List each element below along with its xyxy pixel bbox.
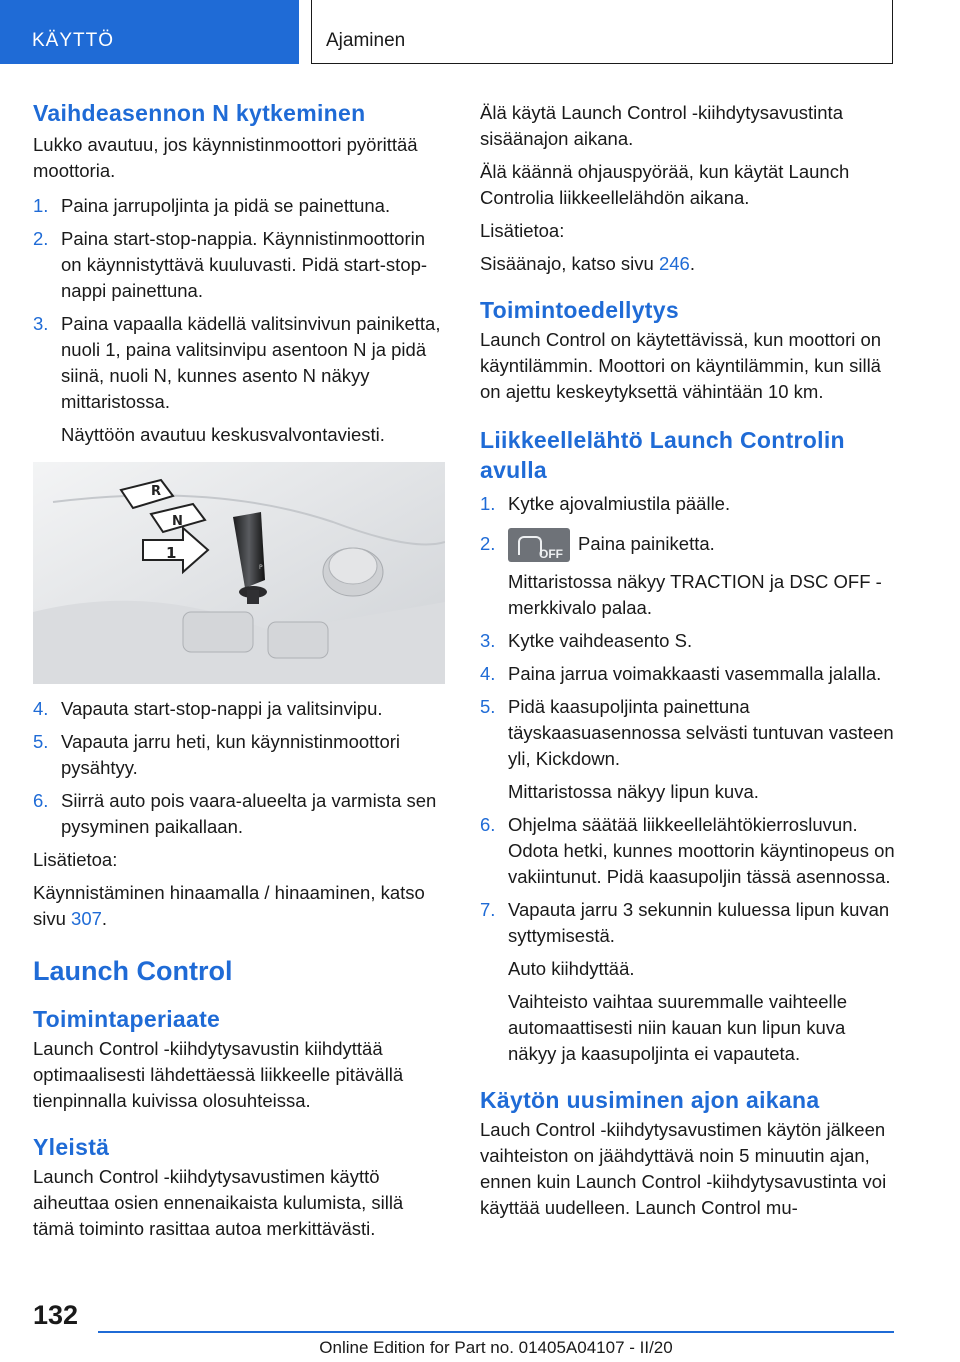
list-item — [33, 729, 445, 781]
heading-reuse: Käytön uusiminen ajon aikana — [480, 1087, 820, 1114]
step-note: Vaihteisto vaihtaa suuremmalle vaihteelle automaattisesti niin kauan kun lipun kuva näkyy ja kaasupoljinta ei vapauteta. — [508, 991, 848, 1065]
reference-end: . — [689, 253, 695, 274]
list-number: 7. — [480, 899, 496, 921]
list-item — [480, 628, 896, 654]
list-text: Paina jarrua voimakkaasti vasemmalla jalalla. — [508, 663, 882, 685]
reference-paragraph — [480, 251, 896, 277]
list-text: Ohjelma säätää liikkeellelähtökierrosluvun. Odota hetki, kunnes moottorin käyntinopeus on vakiintunut. Pidä kaasupoljin tässä asennossa. — [508, 814, 895, 888]
list-number: 4. — [480, 663, 496, 685]
traction-off-icon-text: OFF — [539, 547, 563, 562]
list-item — [33, 226, 445, 304]
heading-principle: Toimintaperiaate — [33, 1006, 221, 1032]
list-item — [33, 311, 445, 415]
list-item — [480, 491, 896, 517]
list-text: Kytke vaihdeasento S. — [508, 630, 693, 652]
list-number: 2. — [33, 228, 49, 249]
list-number: 5. — [33, 731, 49, 752]
reference-text: Käynnistäminen hinaamalla / hinaaminen, katso sivu — [33, 882, 425, 929]
launch-steps-list — [480, 491, 896, 1067]
header-section-label: KÄYTTÖ — [32, 30, 115, 51]
steps-list-a — [33, 193, 445, 448]
arrow-label-r: R — [151, 484, 162, 499]
step-note: Mittaristossa näkyy lipun kuva. — [508, 781, 759, 803]
list-text: Vapauta start-stop-nappi ja valitsinvipu. — [61, 698, 383, 719]
heading-launch-control: Launch Control — [33, 956, 233, 986]
list-text: Pidä kaasupoljinta painettuna täyskaasuasennossa selvästi tuntuvan vasteen yli, Kickdown. — [508, 696, 894, 770]
list-number: 6. — [33, 790, 49, 811]
reference-paragraph — [33, 880, 445, 932]
list-item — [480, 812, 896, 890]
left-column — [33, 98, 445, 1242]
list-number: 2. — [480, 533, 496, 554]
list-item — [33, 788, 445, 840]
knob-label-p: P — [259, 564, 263, 571]
list-item — [480, 527, 896, 562]
right-column — [480, 100, 896, 1221]
list-text: Vapauta jarru heti, kun käynnistinmoottori pysähtyy. — [61, 731, 401, 778]
arrow-label-1: 1 — [166, 544, 177, 562]
page-link-307[interactable]: 307 — [71, 908, 102, 929]
paragraph: Lukko avautuu, jos käynnistinmoottori pyörittää moottoria. — [33, 134, 418, 181]
steps-list-b — [33, 696, 445, 840]
page-number: 132 — [33, 1300, 79, 1330]
heading-gear-n: Vaihdeasennon N kytkeminen — [33, 100, 366, 126]
gear-selector-illustration — [33, 462, 445, 684]
list-text: Paina start-stop-nappia. Käynnistinmoottorin on käynnistyttävä kuuluvasti. Pidä start-stop-nappi painettuna. — [61, 228, 428, 301]
header-section-tab — [0, 0, 299, 64]
list-number: 5. — [480, 696, 496, 718]
reference-end: . — [101, 908, 108, 929]
list-number: 6. — [480, 814, 496, 836]
list-text: Siirrä auto pois vaara-alueelta ja varmista sen pysyminen paikallaan. — [61, 790, 437, 837]
reference-text: Sisäänajo, katso sivu — [480, 253, 659, 274]
list-item — [480, 661, 896, 687]
paragraph: Launch Control -kiihdytysavustin kiihdyttää optimaalisesti lähdettäessä liikkeelle pitävällä tienpinnalla kuivissa olosuhteissa. — [33, 1038, 404, 1111]
list-text: Kytke ajovalmiustila päälle. — [508, 493, 731, 514]
step-note: Mittaristossa näkyy TRACTION ja DSC OFF -merkkivalo palaa. — [508, 571, 882, 619]
list-number: 4. — [33, 698, 49, 719]
paragraph: Lauch Control -kiihdytysavustimen käytön jälkeen vaihteiston on jäähdyttävä noin 5 minuutin ajan, ennen kuin Launch Control -kiihdytysavustinta voi käyttää uudelleen. Launch Control mu- — [480, 1119, 887, 1219]
header-chapter-label: Ajaminen — [326, 30, 406, 51]
list-text: Vapauta jarru 3 sekunnin kuluessa lipun kuvan syttymisestä. — [508, 899, 890, 947]
list-item — [480, 694, 896, 772]
list-item — [33, 696, 445, 722]
header-chapter-box — [311, 0, 893, 64]
list-number: 1. — [33, 195, 49, 216]
list-number: 3. — [33, 313, 49, 334]
more-info-label: Lisätietoa: — [480, 220, 565, 241]
list-item — [480, 897, 896, 949]
more-info-label: Lisätietoa: — [33, 849, 118, 870]
traction-off-button-icon — [508, 528, 570, 562]
arrow-label-n: N — [172, 514, 183, 529]
heading-general: Yleistä — [33, 1134, 110, 1160]
paragraph: Launch Control on käytettävissä, kun moottori on käyntilämmin. Moottori on käyntilämmin, kun sillä on ajettu keskeytyksettä vähintään 10 km. — [480, 329, 882, 402]
list-text: Paina jarrupoljinta ja pidä se painettuna. — [61, 195, 391, 216]
list-item — [33, 193, 445, 219]
list-text: Paina painiketta. — [578, 533, 715, 554]
list-text: Paina vapaalla kädellä valitsinvivun painiketta, nuoli 1, paina valitsinvipu asentoon N ja pidä siinä, nuoli N, kunnes asento N näkyy mittaristossa. — [61, 313, 441, 412]
paragraph: Älä käännä ohjauspyörää, kun käytät Launch Controlia liikkeellelähdön aikana. — [480, 161, 850, 208]
step-note: Auto kiihdyttää. — [508, 958, 635, 980]
list-number: 1. — [480, 493, 496, 514]
page-link-246[interactable]: 246 — [658, 253, 690, 274]
list-number: 3. — [480, 630, 496, 652]
paragraph: Launch Control -kiihdytysavustimen käyttö aiheuttaa osien ennenaikaista kulumista, sillä tämä toiminto rasittaa autoa merkittävästi. — [33, 1166, 404, 1239]
footer-edition: Online Edition for Part no. 01405A04107 - II/20 — [319, 1338, 673, 1357]
paragraph: Älä käytä Launch Control -kiihdytysavustinta sisäänajon aikana. — [480, 102, 843, 149]
heading-requirements: Toimintoedellytys — [480, 297, 679, 323]
footer-divider — [98, 1331, 894, 1333]
step-note: Näyttöön avautuu keskusvalvontaviesti. — [61, 424, 385, 445]
heading-launch-start: Liikkeellelähtö Launch Controlin avulla — [480, 427, 845, 483]
